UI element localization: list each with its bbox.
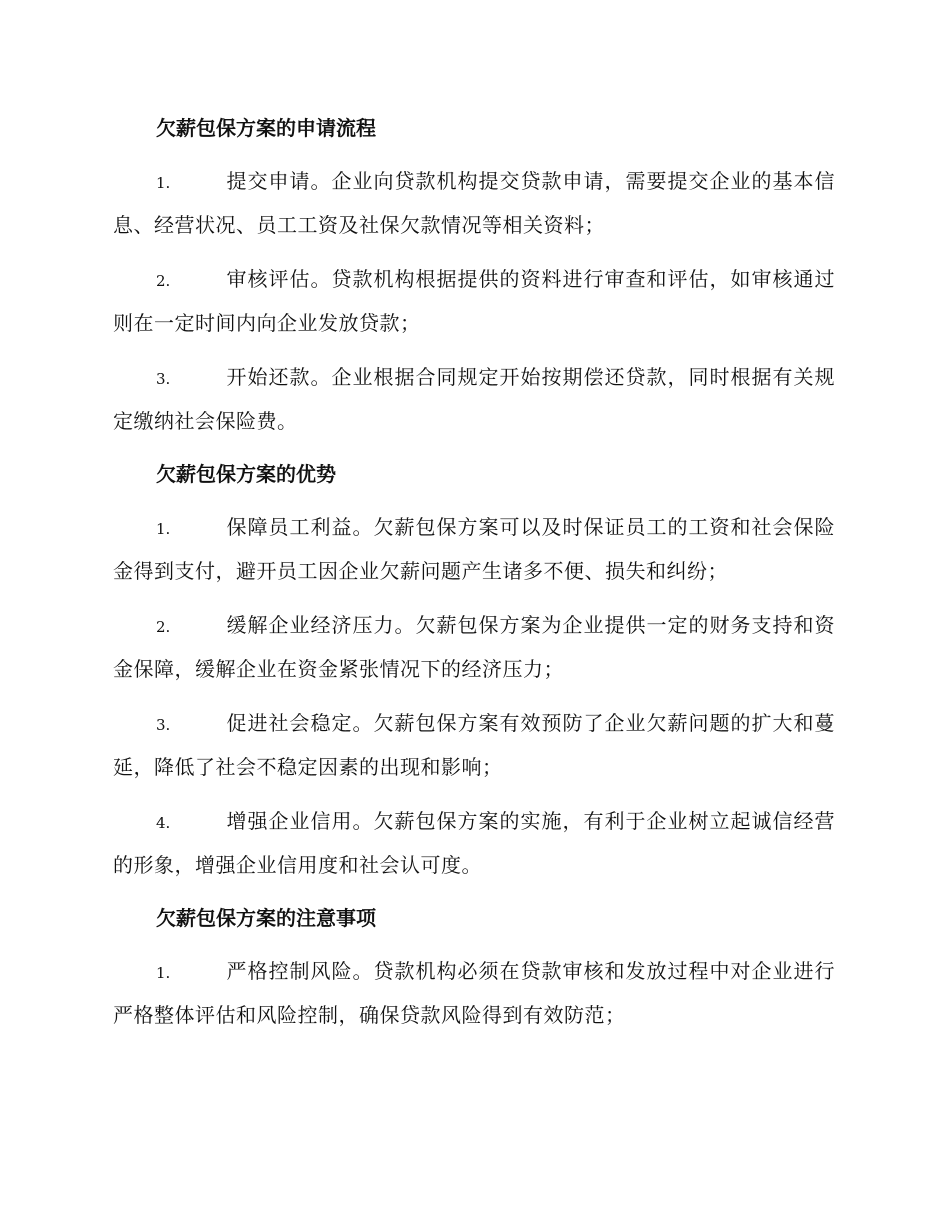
list-item xyxy=(113,506,835,592)
section-heading-application-process: 欠薪包保方案的申请流程 xyxy=(156,116,376,140)
list-item-text: 保障员工利益。欠薪包保方案可以及时保证员工的工资和社会保险金得到支付，避开员工因企业欠薪问题产生诸多不便、损失和纠纷； xyxy=(113,515,835,583)
list-item xyxy=(113,800,835,886)
list-item-number: 1. xyxy=(156,964,171,982)
section-heading-advantages: 欠薪包保方案的优势 xyxy=(156,462,336,486)
list-item-number: 1. xyxy=(156,520,171,538)
list-item-number: 3. xyxy=(156,370,171,388)
document-body xyxy=(113,108,835,1048)
list-item-number: 2. xyxy=(156,272,171,290)
list-item-text: 提交申请。企业向贷款机构提交贷款申请，需要提交企业的基本信息、经营状况、员工工资及社保欠款情况等相关资料； xyxy=(113,169,835,237)
list-item-text: 开始还款。企业根据合同规定开始按期偿还贷款，同时根据有关规定缴纳社会保险费。 xyxy=(113,365,835,433)
list-item xyxy=(113,160,835,246)
list-item-number: 2. xyxy=(156,618,171,636)
list-item-text: 严格控制风险。贷款机构必须在贷款审核和发放过程中对企业进行严格整体评估和风险控制，确保贷款风险得到有效防范； xyxy=(113,959,835,1027)
list-item-text: 增强企业信用。欠薪包保方案的实施，有利于企业树立起诚信经营的形象，增强企业信用度和社会认可度。 xyxy=(113,809,835,877)
list-item-text: 促进社会稳定。欠薪包保方案有效预防了企业欠薪问题的扩大和蔓延，降低了社会不稳定因素的出现和影响； xyxy=(113,711,835,779)
list-item-number: 1. xyxy=(156,174,171,192)
list-item-number: 4. xyxy=(156,814,171,832)
list-item-text: 审核评估。贷款机构根据提供的资料进行审查和评估，如审核通过则在一定时间内向企业发放贷款； xyxy=(113,267,835,335)
list-item xyxy=(113,702,835,788)
list-item xyxy=(113,604,835,690)
section-heading-precautions: 欠薪包保方案的注意事项 xyxy=(156,906,376,930)
list-item xyxy=(113,950,835,1036)
list-item-text: 缓解企业经济压力。欠薪包保方案为企业提供一定的财务支持和资金保障，缓解企业在资金紧张情况下的经济压力； xyxy=(113,613,835,681)
list-item xyxy=(113,258,835,344)
list-item-number: 3. xyxy=(156,716,171,734)
list-item xyxy=(113,356,835,442)
